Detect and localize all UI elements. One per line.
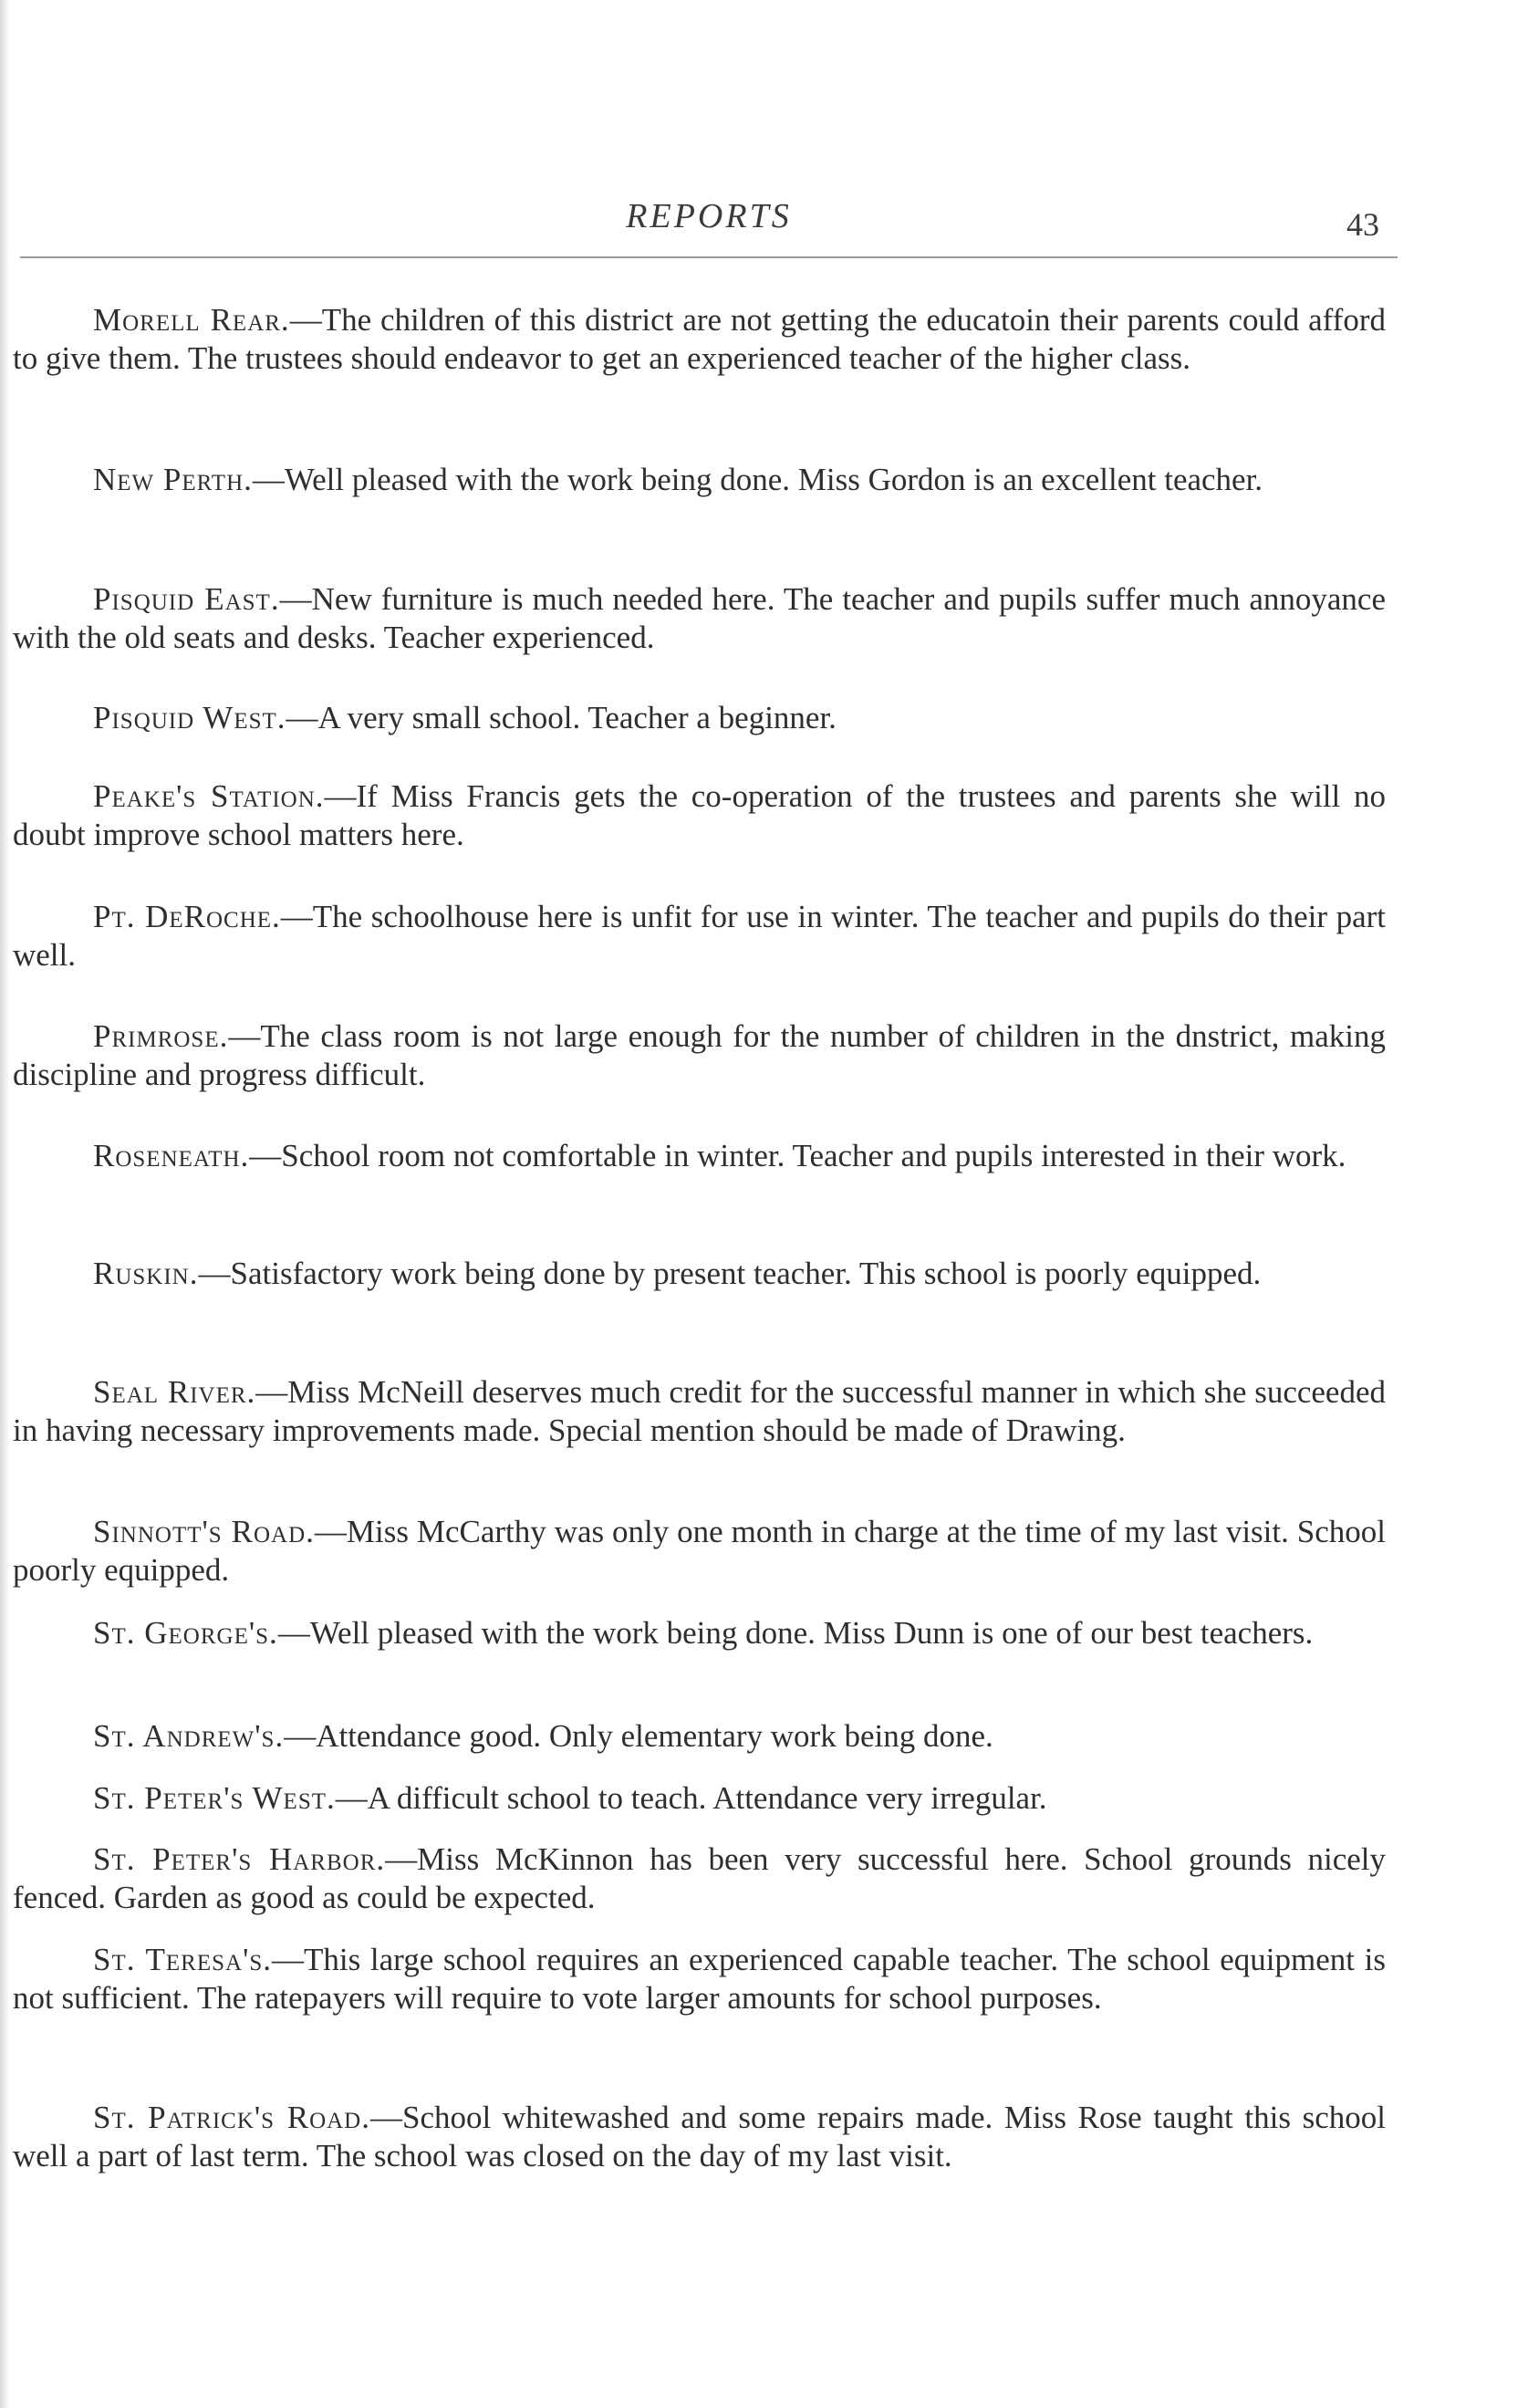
entry-place: New Perth. [93, 462, 253, 497]
entry-place: St. Patrick's Road. [93, 2100, 370, 2135]
entry-text: —Well pleased with the work being done. Miss Gordon is an excellent teacher. [252, 462, 1263, 497]
entry-place: St. Andrew's. [93, 1718, 285, 1754]
entry-place: Pisquid West. [93, 700, 286, 735]
report-entry [13, 1255, 1386, 1293]
entry-place: St. Teresa's. [93, 1942, 273, 1977]
report-entry [13, 1840, 1386, 1917]
entry-text: —New furniture is much needed here. The teacher and pupils suffer much annoyance with the old seats and desks. Teacher experienced. [13, 581, 1386, 655]
report-entry [13, 1614, 1386, 1652]
entry-place: Ruskin. [93, 1256, 199, 1291]
entry-text: —Attendance good. Only elementary work being done. [284, 1718, 993, 1754]
entry-text: —Miss McNeill deserves much credit for the successful manner in which she succeeded in having necessary improvements made. Special mention should be made of Drawing. [13, 1374, 1386, 1448]
report-entry [13, 461, 1386, 499]
entry-text: —The class room is not large enough for the number of children in the dnstrict, making discipline and progress difficult. [13, 1018, 1386, 1092]
entry-place: Seal River. [93, 1374, 256, 1410]
report-entry [13, 1941, 1386, 2017]
entry-text: —The children of this district are not getting the educatoin their parents could afford to give them. The trustees should endeavor to get an experienced teacher of the higher class. [13, 302, 1386, 376]
report-entry [13, 2099, 1386, 2175]
entry-place: Primrose. [93, 1018, 229, 1054]
entry-place: St. Peter's West. [93, 1780, 336, 1816]
report-entry [13, 1137, 1386, 1175]
entry-text: —Well pleased with the work being done. Miss Dunn is one of our best teachers. [277, 1615, 1314, 1651]
entry-text: —Miss McKinnon has been very successful here. School grounds nicely fenced. Garden as good as could be expected. [13, 1841, 1386, 1915]
entry-place: St. Peter's Harbor. [93, 1841, 386, 1877]
page-edge-shadow [0, 0, 9, 2408]
entry-text: —The schoolhouse here is unfit for use in winter. The teacher and pupils do their part well. [13, 899, 1386, 973]
page-number: 43 [1346, 206, 1379, 243]
entry-text: —Miss McCarthy was only one month in charge at the time of my last visit. School poorly equipped. [13, 1514, 1386, 1588]
entry-place: Morell Rear. [93, 302, 290, 338]
report-entry [13, 1779, 1386, 1818]
entry-place: Peake's Station. [93, 778, 325, 814]
running-title: REPORTS [626, 197, 792, 235]
report-entry [13, 699, 1386, 737]
entry-place: Roseneath. [93, 1138, 250, 1173]
report-entry [13, 777, 1386, 854]
report-entry [13, 1513, 1386, 1590]
entry-text: —Satisfactory work being done by present teacher. This school is poorly equipped. [198, 1256, 1262, 1291]
report-entry [13, 301, 1386, 378]
entry-text: —School whitewashed and some repairs made. Miss Rose taught this school well a part of last term. The school was closed on the day of my last visit. [13, 2100, 1386, 2173]
report-entry [13, 580, 1386, 657]
entry-place: Pisquid East. [93, 581, 280, 617]
entry-text: —School room not comfortable in winter. Teacher and pupils interested in their work. [249, 1138, 1346, 1173]
report-entry [13, 1373, 1386, 1450]
report-entry [13, 898, 1386, 975]
entry-place: Pt. DeRoche. [93, 899, 281, 934]
report-entry [13, 1017, 1386, 1094]
header-rule [20, 256, 1398, 258]
report-entry [13, 1717, 1386, 1756]
page-header [20, 196, 1398, 260]
entry-text: —If Miss Francis gets the co-operation of the trustees and parents she will no doubt improve school matters here. [13, 778, 1386, 852]
entry-text: —This large school requires an experienced capable teacher. The school equipment is not sufficient. The ratepayers will require to vote larger amounts for school purposes. [13, 1942, 1386, 2016]
entry-place: Sinnott's Road. [93, 1514, 315, 1549]
entry-text: —A very small school. Teacher a beginner. [286, 700, 837, 735]
entry-place: St. George's. [93, 1615, 278, 1651]
entry-text: —A difficult school to teach. Attendance very irregular. [335, 1780, 1047, 1816]
